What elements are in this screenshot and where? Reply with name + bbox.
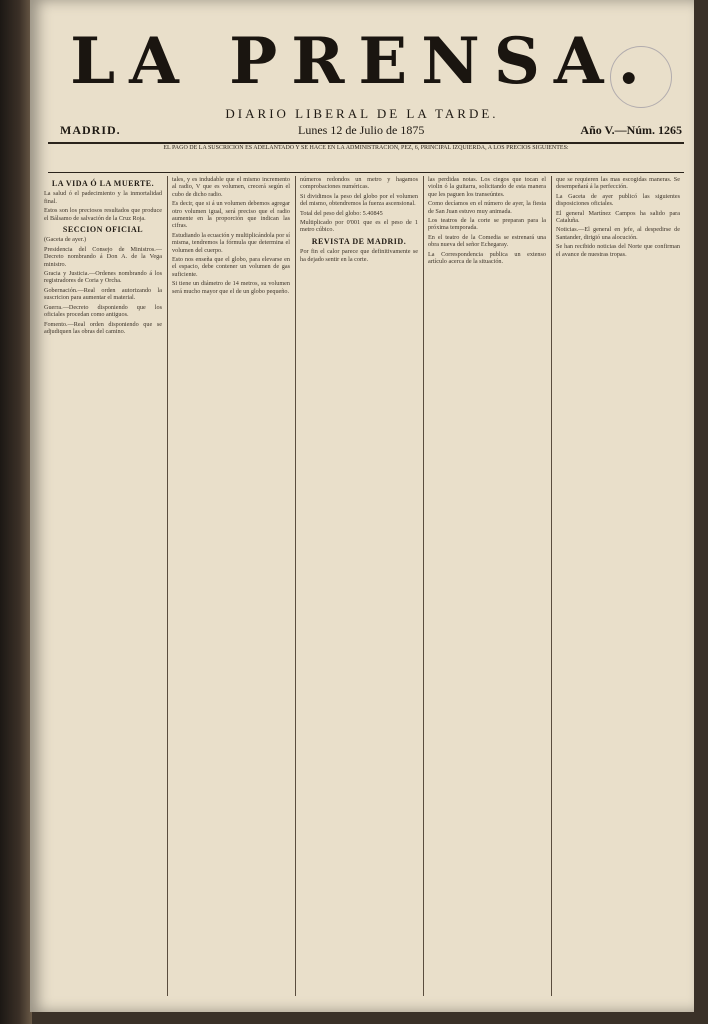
column-5	[556, 176, 680, 1002]
column-3	[300, 176, 418, 1002]
newspaper-title: LA PRENSA.	[70, 24, 654, 99]
date: Lunes 12 de Julio de 1875	[298, 123, 425, 137]
paragraph: números redondos un metro y hagamos comprobaciones numéricas.	[300, 176, 418, 191]
paragraph: Si tiene un diámetro de 14 metros, su volumen será mucho mayor que el de un globo pequeño.	[172, 280, 290, 295]
section-heading: SECCION OFICIAL	[62, 225, 144, 235]
paragraph: La Gaceta de ayer publicó las siguientes disposiciones oficiales.	[556, 192, 680, 208]
paragraph: La Correspondencia publica un extenso artículo acerca de la situación.	[428, 250, 546, 266]
paragraph: En el teatro de la Comedia se estrenará una obra nueva del señor Echegaray.	[428, 233, 546, 249]
column-1	[44, 176, 162, 1002]
paragraph: La salud ó el padecimiento y la inmortalidad final.	[44, 190, 162, 205]
newspaper-subtitle: DIARIO LIBERAL DE LA TARDE.	[225, 106, 499, 121]
column-separator	[551, 176, 552, 996]
dateline	[48, 123, 692, 141]
column-separator	[295, 176, 296, 996]
paragraph: Fomento.—Real orden disponiendo que se adjudiquen las obras del camino.	[44, 320, 162, 335]
paragraph: Estudiando la ecuación y multiplicándola por sí misma, tendremos la fórmula que determina el volumen del cuerpo.	[172, 231, 290, 254]
paragraph: Esto nos enseña que el globo, para elevarse en el espacio, debe contener un volumen de gas suficiente.	[172, 256, 290, 278]
section-heading: REVISTA DE MADRID.	[311, 236, 407, 246]
paragraph: tales, y es indudable que el mismo incremento al radio, V que es volumen, crecerá según el cubo de dicho radio.	[172, 176, 290, 198]
city: MADRID.	[60, 123, 121, 137]
page-binding	[0, 0, 32, 1024]
paragraph: Es decir, que si á un volumen debemos agregar otro volumen igual, será preciso que el radio aumente en la proporción que indican las cifras.	[172, 200, 290, 230]
paragraph: Se han recibido noticias del Norte que confirman el avance de nuestras tropas.	[556, 243, 680, 258]
paragraph: Por fin el calor parece que definitivamente se ha dejado sentir en la corte.	[300, 248, 418, 263]
column-2	[172, 176, 290, 1002]
paragraph: Presidencia del Consejo de Ministros.—Decreto nombrando á Don A. de la Vega ministro.	[44, 245, 162, 268]
issue-number: Año V.—Núm. 1265	[580, 123, 682, 137]
paragraph: Estos son los preciosos resultados que produce el Bálsamo de salvación de la Cruz Roja.	[44, 207, 162, 222]
column-1-heading: LA VIDA Ó LA MUERTE.	[51, 179, 155, 188]
paragraph: Si dividimos la peso del globo por el volumen del mismo, obtendremos la fuerza ascensional.	[300, 192, 418, 208]
library-stamp	[610, 46, 672, 108]
column-separator	[167, 176, 168, 996]
divider	[48, 172, 684, 173]
paragraph: Gobernación.—Real orden autorizando la suscricion para aumentar el material.	[44, 286, 162, 302]
divider	[48, 142, 684, 144]
paragraph: (Gaceta de ayer.)	[44, 236, 87, 244]
subscription-notice: EL PAGO DE LA SUSCRICION ES ADELANTADO Y SE HACE EN LA ADMINISTRACION, PEZ, 6, PRINCIPAL IZQUIERDA, A LOS PRECIOS SIGUIENTES:	[163, 145, 569, 151]
paragraph: Gracia y Justicia.—Ordenes nombrando á los registradores de Coria y Orcha.	[44, 270, 162, 285]
paragraph: Multiplicado por 0'001 que es el peso de 1 metro cúbico.	[300, 219, 418, 234]
paragraph: Como decíamos en el número de ayer, la fiesta de San Juan estuvo muy animada.	[428, 200, 546, 215]
paragraph: Los teatros de la corte se preparan para la próxima temporada.	[428, 217, 546, 232]
newspaper-page	[30, 0, 694, 1012]
column-4	[428, 176, 546, 1002]
paragraph: Total del peso del globo: 5.40845	[300, 209, 383, 217]
column-separator	[423, 176, 424, 996]
paragraph: que se requieren las mas escogidas maneras. Se desempeñará á la perfección.	[556, 176, 680, 191]
paragraph: Noticias.—El general en jefe, al despedirse de Santander, dirigió una alocución.	[556, 226, 680, 241]
paragraph: Guerra.—Decreto disponiendo que los oficiales procedan como antiguos.	[44, 303, 162, 319]
paragraph: El general Martínez Campos ha salido para Cataluña.	[556, 209, 680, 225]
paragraph: las perdidas notas. Los ciegos que tocan el violin ó la guitarra, solicitando de esta manera que les paguen los transeúntes.	[428, 176, 546, 198]
